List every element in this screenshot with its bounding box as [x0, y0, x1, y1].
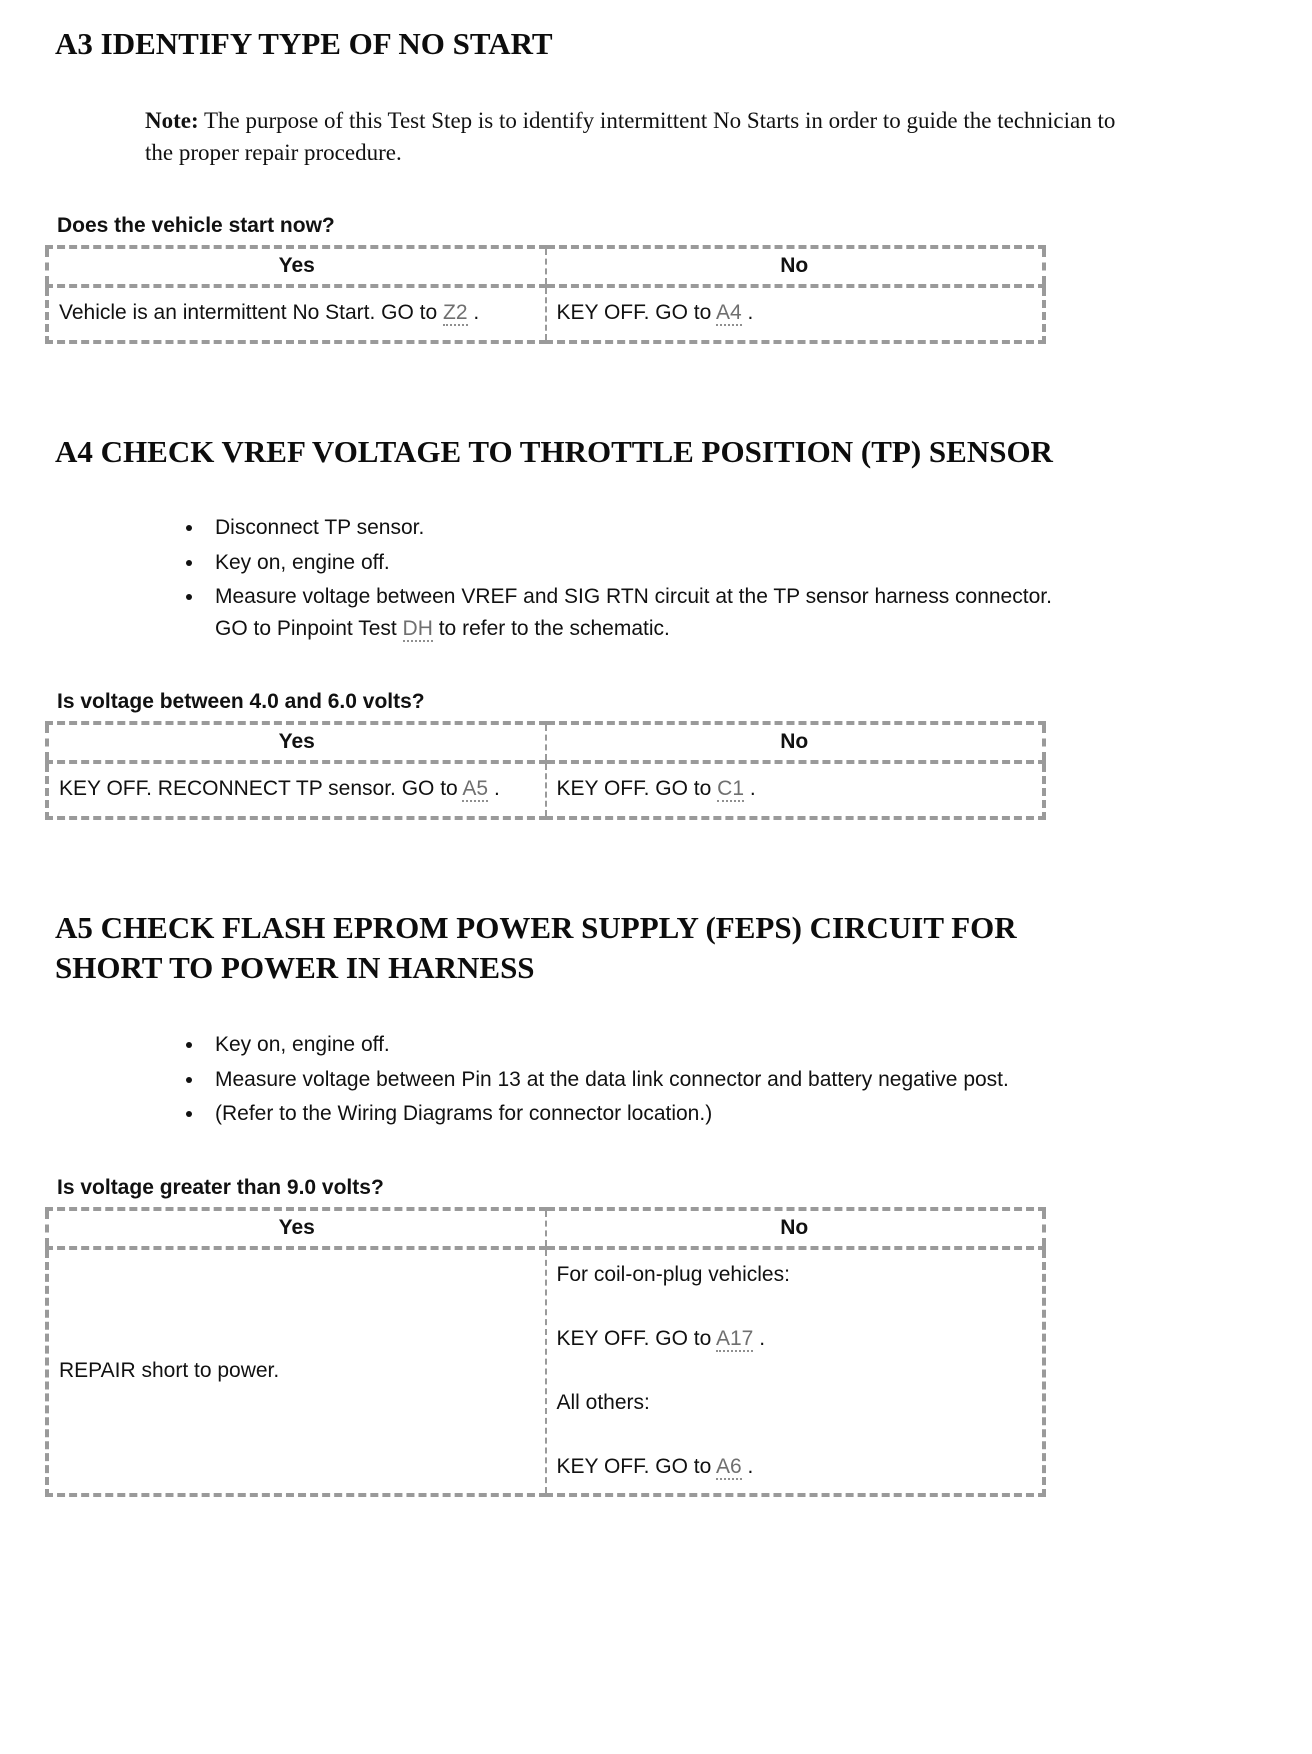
text-run: . — [741, 1455, 754, 1479]
col-header-yes: Yes — [47, 1209, 546, 1248]
text-run: Disconnect TP sensor. — [215, 516, 425, 540]
cell-paragraph — [557, 1389, 1033, 1417]
table-row — [47, 286, 1044, 341]
bullet-item — [205, 581, 1085, 644]
section-a4-title: A4 CHECK VREF VOLTAGE TO THROTTLE POSITION (TP) SENSOR — [55, 433, 1053, 469]
procedure-bullets-a5 — [55, 1029, 1257, 1130]
link-a6[interactable]: A6 — [716, 1455, 742, 1479]
cell-paragraph — [557, 1261, 1033, 1289]
no-cell — [546, 1248, 1045, 1496]
text-run: (Refer to the Wiring Diagrams for connector location.) — [215, 1102, 713, 1126]
decision-table-a3 — [45, 245, 1046, 343]
text-run: to refer to the schematic. — [432, 616, 670, 640]
question-a5: Is voltage greater than 9.0 volts? — [57, 1175, 384, 1199]
cell-paragraph — [59, 775, 535, 803]
note-label: Note: — [145, 107, 199, 133]
text-run: . — [744, 777, 756, 801]
note-paragraph — [145, 105, 1135, 168]
question-a4: Is voltage between 4.0 and 6.0 volts? — [57, 690, 425, 714]
bullet-item — [205, 512, 1085, 544]
link-a5[interactable]: A5 — [462, 777, 489, 801]
bullet-item — [205, 1064, 1085, 1096]
decision-table-a4 — [45, 721, 1046, 819]
text-run: . — [488, 777, 500, 801]
no-cell — [546, 286, 1045, 341]
section-a5 — [55, 908, 1257, 1498]
cell-paragraph — [59, 1357, 535, 1385]
link-dh[interactable]: DH — [402, 616, 433, 640]
section-a4 — [55, 432, 1257, 820]
cell-paragraph — [59, 299, 535, 327]
text-run: KEY OFF. GO to — [556, 1326, 716, 1350]
table-header-row — [47, 247, 1044, 286]
text-run: Vehicle is an intermittent No Start. GO to — [59, 301, 443, 325]
cell-paragraph — [557, 1453, 1033, 1481]
table-header-row — [47, 1209, 1044, 1248]
note-text: The purpose of this Test Step is to identify intermittent No Starts in order to guide the technician to the proper repair procedure. — [145, 107, 1116, 165]
cell-paragraph — [557, 299, 1033, 327]
section-a5-title: A5 CHECK FLASH EPROM POWER SUPPLY (FEPS) CIRCUIT FOR SHORT TO POWER IN HARNESS — [55, 909, 1017, 986]
section-a3-title: A3 IDENTIFY TYPE OF NO START — [55, 26, 553, 61]
text-run: Measure voltage between Pin 13 at the data link connector and battery negative post. — [215, 1067, 1009, 1091]
text-run: All others: — [556, 1391, 650, 1415]
col-header-yes: Yes — [47, 723, 546, 762]
link-a4[interactable]: A4 — [716, 301, 742, 325]
link-a17[interactable]: A17 — [716, 1326, 754, 1350]
question-a3: Does the vehicle start now? — [57, 214, 335, 238]
yes-cell — [47, 762, 546, 817]
section-a3 — [55, 24, 1257, 344]
procedure-bullets-a4 — [55, 512, 1257, 644]
bullet-item — [205, 1098, 1085, 1130]
link-c1[interactable]: C1 — [717, 777, 745, 801]
col-header-no: No — [546, 723, 1045, 762]
bullet-item — [205, 547, 1085, 579]
cell-paragraph — [557, 1325, 1033, 1353]
bullet-item — [205, 1029, 1085, 1061]
text-run: For coil-on-plug vehicles: — [556, 1262, 790, 1286]
col-header-no: No — [546, 1209, 1045, 1248]
text-run: Measure voltage between VREF and SIG RTN circuit at the TP sensor harness connector. GO to Pinpoint Test — [215, 585, 1052, 640]
table-header-row — [47, 723, 1044, 762]
text-run: Key on, engine off. — [215, 550, 390, 574]
yes-cell — [47, 1248, 546, 1496]
no-cell — [546, 762, 1045, 817]
col-header-yes: Yes — [47, 247, 546, 286]
table-row — [47, 1248, 1044, 1496]
text-run: KEY OFF. GO to — [556, 301, 716, 325]
text-run: . — [753, 1326, 766, 1350]
text-run: KEY OFF. GO to — [556, 1455, 716, 1479]
text-run: REPAIR short to power. — [59, 1359, 280, 1383]
cell-paragraph — [557, 775, 1033, 803]
text-run: . — [467, 301, 480, 325]
link-z2[interactable]: Z2 — [443, 301, 468, 325]
table-row — [47, 762, 1044, 817]
text-run: KEY OFF. RECONNECT TP sensor. GO to — [59, 777, 463, 801]
text-run: . — [741, 301, 754, 325]
yes-cell — [47, 286, 546, 341]
text-run: KEY OFF. GO to — [556, 777, 718, 801]
decision-table-a5 — [45, 1207, 1046, 1498]
text-run: Key on, engine off. — [215, 1033, 390, 1057]
col-header-no: No — [546, 247, 1045, 286]
